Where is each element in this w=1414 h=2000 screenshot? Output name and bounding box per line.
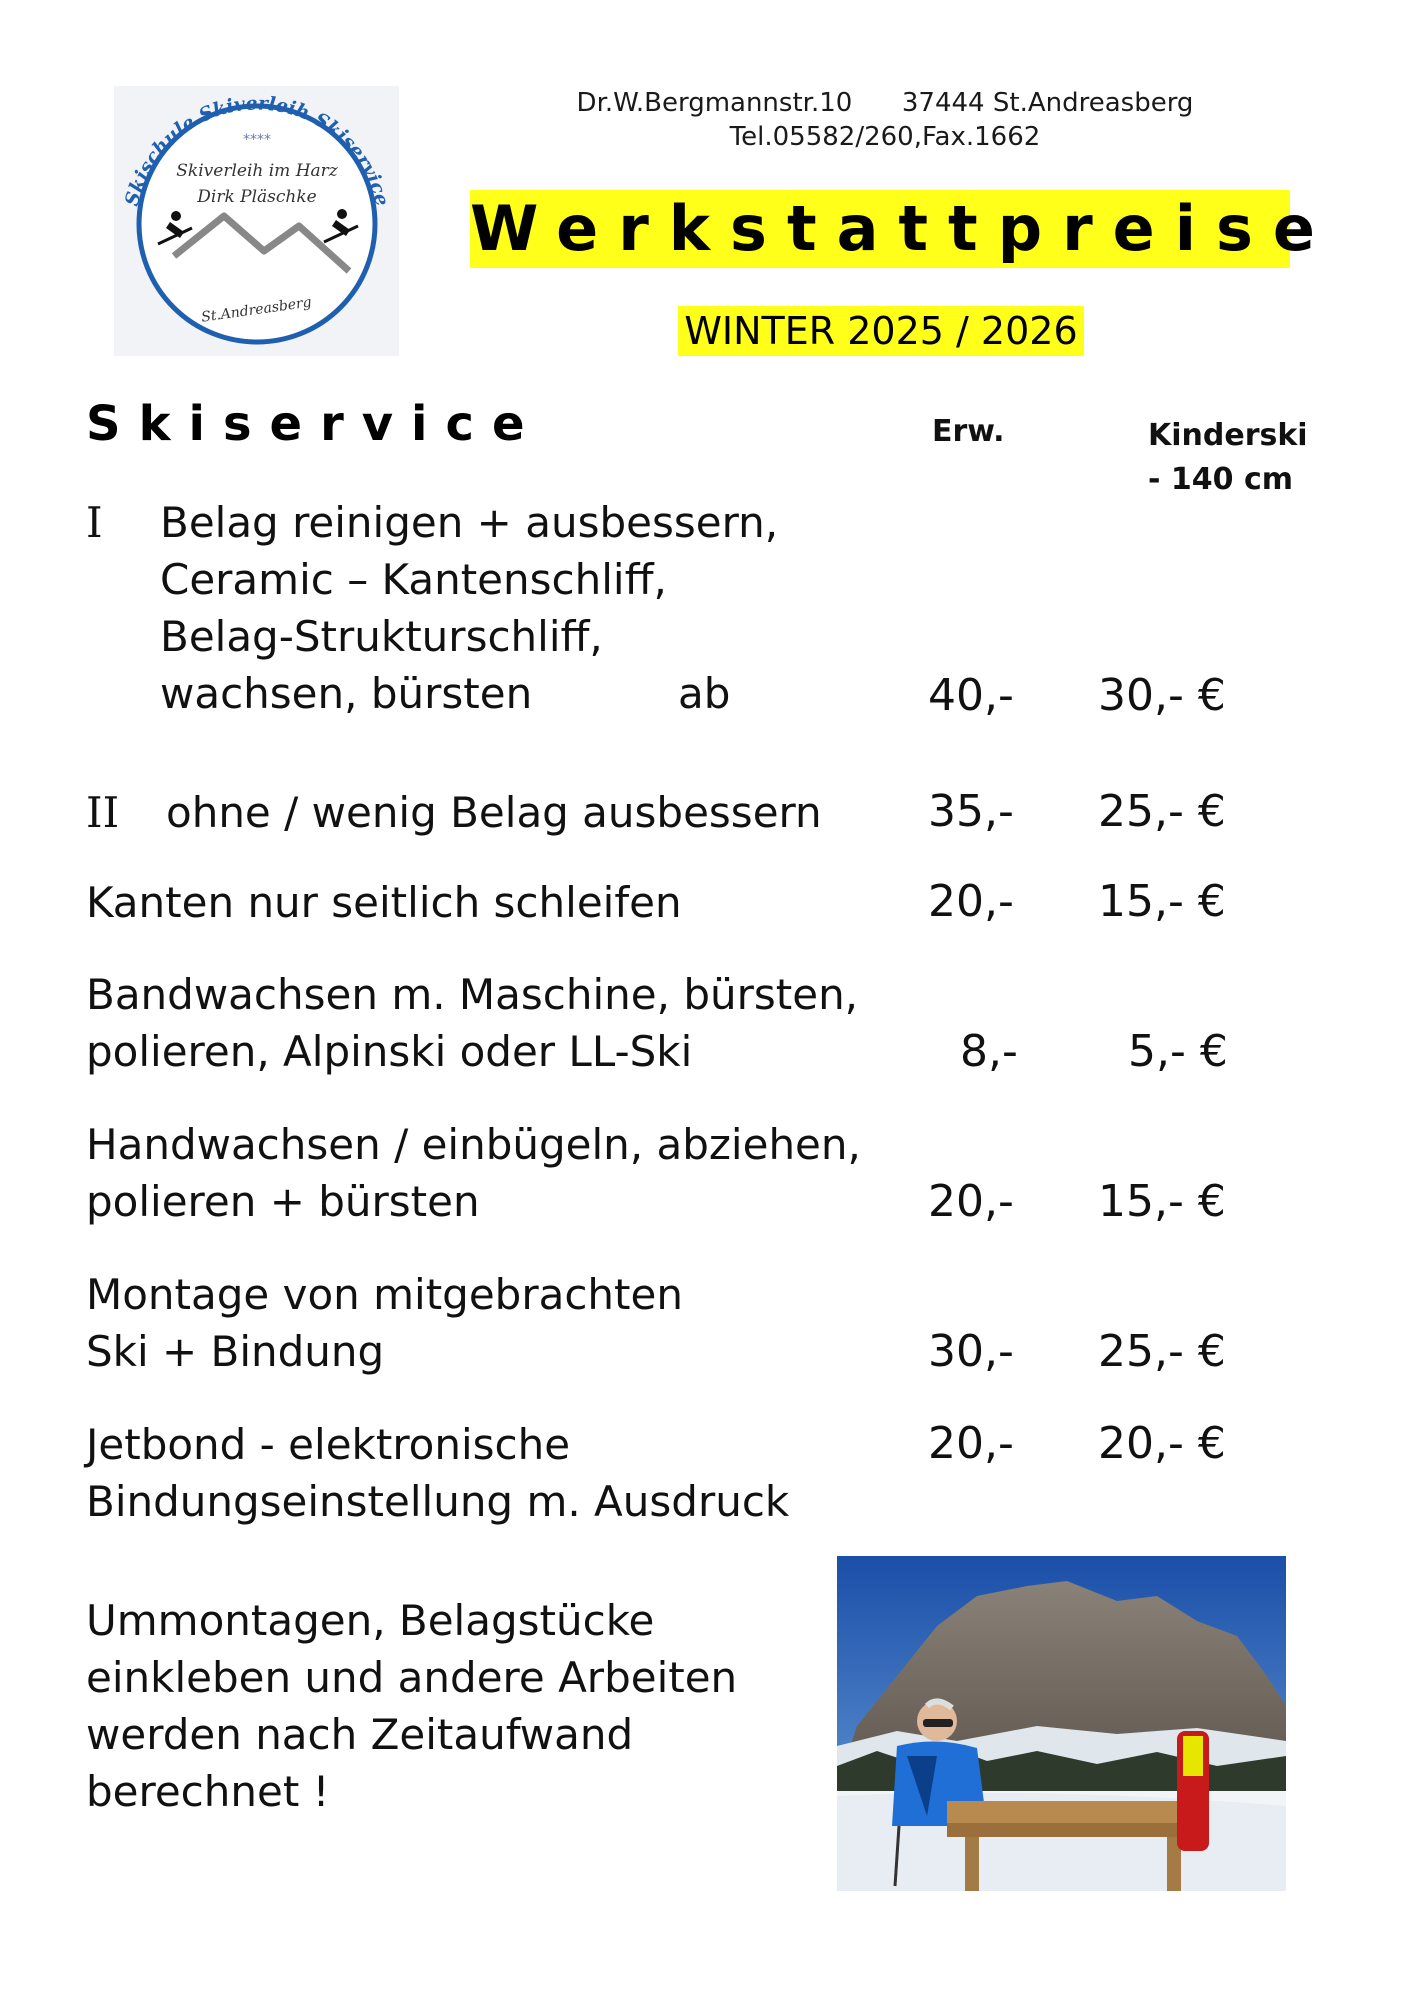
season-label: WINTER 2025 / 2026 <box>678 306 1084 356</box>
item-description <box>86 1266 683 1380</box>
item-number: II <box>86 788 120 837</box>
logo-bottom: St.Andreasberg <box>200 294 313 326</box>
column-header-kids-line1: Kinderski <box>1148 418 1308 453</box>
company-logo <box>114 86 399 356</box>
item-description <box>166 784 822 841</box>
footer-note <box>86 1592 737 1820</box>
price-adult: 8,- <box>960 1026 1018 1077</box>
item-line: Kanten nur seitlich schleifen <box>86 878 682 927</box>
price-kids: 15,- € <box>1098 876 1226 927</box>
section-title: Skiservice <box>86 396 543 452</box>
price-adult: 20,- <box>928 1176 1014 1227</box>
price-adult: 35,- <box>928 786 1014 837</box>
item-line: Jetbond - elektronische <box>86 1420 571 1469</box>
phone-line: Tel.05582/260,Fax.1662 <box>729 122 1041 152</box>
page-title: Werkstattpreise <box>470 190 1290 268</box>
price-adult: 40,- <box>928 670 1014 721</box>
note-line: berechnet ! <box>86 1767 330 1816</box>
column-header-kids <box>1148 414 1308 502</box>
price-kids: 20,- € <box>1098 1418 1226 1469</box>
price-kids: 25,- € <box>1098 1326 1226 1377</box>
item-line: Ski + Bindung <box>86 1327 385 1376</box>
address-block <box>540 86 1230 154</box>
item-line: Montage von mitgebrachten <box>86 1270 683 1319</box>
item-line: Bandwachsen m. Maschine, bürsten, <box>86 970 859 1019</box>
item-description <box>86 874 682 931</box>
note-line: einkleben und andere Arbeiten <box>86 1653 738 1702</box>
note-line: Ummontagen, Belagstücke <box>86 1596 655 1645</box>
price-adult: 30,- <box>928 1326 1014 1377</box>
item-description <box>86 1116 861 1230</box>
item-line: Handwachsen / einbügeln, abziehen, <box>86 1120 861 1169</box>
price-adult: 20,- <box>928 876 1014 927</box>
item-line: ohne / wenig Belag ausbessern <box>166 788 822 837</box>
skier-mountain-photo <box>837 1556 1286 1891</box>
item-line: polieren, Alpinski oder LL-Ski <box>86 1027 693 1076</box>
item-line: Ceramic – Kantenschliff, <box>160 555 667 604</box>
logo-arc-text: Skischule Skiverleih Skiservice <box>120 92 394 209</box>
price-adult: 20,- <box>928 1418 1014 1469</box>
address-line: Dr.W.Bergmannstr.10 37444 St.Andreasberg <box>576 88 1194 118</box>
item-description <box>86 1416 789 1530</box>
logo-stars: **** <box>243 132 271 148</box>
column-header-adult: Erw. <box>932 414 1005 449</box>
ski-icon <box>1177 1731 1209 1851</box>
item-line: polieren + bürsten <box>86 1177 480 1226</box>
note-line: werden nach Zeitaufwand <box>86 1710 634 1759</box>
item-line: Bindungseinstellung m. Ausdruck <box>86 1477 790 1526</box>
item-number: I <box>86 498 103 547</box>
logo-line1: Skiverleih im Harz <box>176 161 338 181</box>
price-kids: 5,- € <box>1128 1026 1228 1077</box>
item-line: wachsen, bürsten <box>160 669 533 718</box>
ab-label: ab <box>678 669 731 718</box>
item-line: Belag-Strukturschliff, <box>160 612 603 661</box>
price-kids: 15,- € <box>1098 1176 1226 1227</box>
item-description <box>86 966 858 1080</box>
price-kids: 25,- € <box>1098 786 1226 837</box>
item-line: Belag reinigen + ausbessern, <box>160 498 779 547</box>
column-header-kids-line2: - 140 cm <box>1148 462 1294 497</box>
price-kids: 30,- € <box>1098 670 1226 721</box>
logo-line2: Dirk Pläschke <box>197 187 317 207</box>
